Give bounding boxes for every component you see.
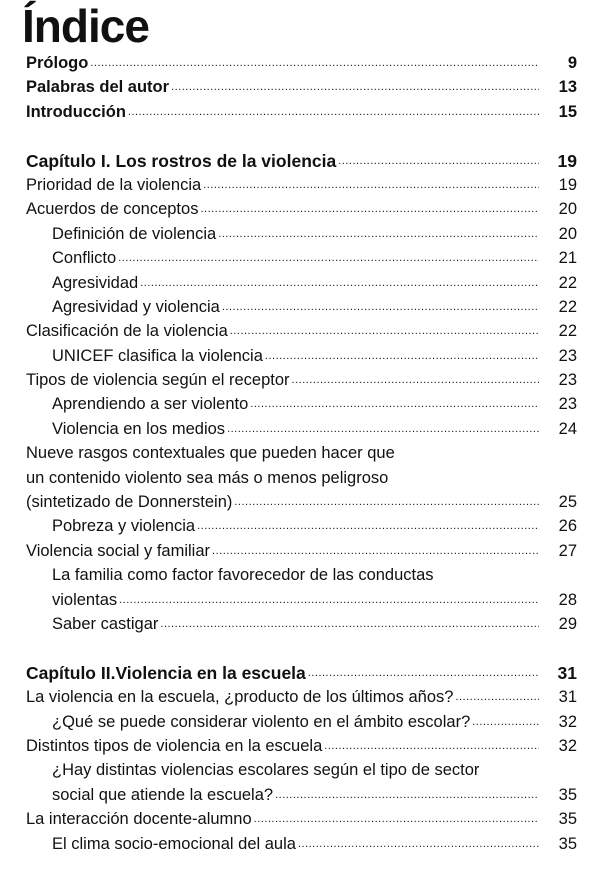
toc-entry[interactable] (26, 173, 577, 197)
dot-leader (455, 685, 539, 709)
dot-leader (275, 783, 539, 807)
page-title: Índice (22, 0, 149, 52)
dot-leader (324, 734, 539, 758)
toc-entry[interactable] (26, 344, 577, 368)
page-number: 27 (558, 541, 577, 560)
dot-leader (338, 149, 539, 173)
dot-leader (160, 612, 539, 636)
entry-title: Capítulo I. Los rostros de la violencia (26, 150, 337, 171)
page-number: 19 (558, 175, 577, 194)
dot-leader (265, 344, 539, 368)
chapter-entry[interactable] (26, 149, 577, 173)
page-number: 32 (558, 712, 577, 731)
entry-title: un contenido violento sea más o menos peligroso (26, 468, 389, 487)
toc-entry[interactable] (26, 392, 577, 416)
page-number: 28 (558, 590, 577, 609)
toc-entry[interactable] (26, 807, 577, 831)
toc-entry[interactable] (26, 832, 577, 856)
entry-title: (sintetizado de Donnerstein) (26, 493, 233, 512)
page-number: 31 (558, 688, 577, 707)
page-number: 22 (558, 297, 577, 316)
entry-title: violentas (52, 590, 118, 609)
entry-title: Aprendiendo a ser violento (52, 395, 249, 414)
dot-leader (119, 588, 539, 612)
toc-entry[interactable] (26, 246, 577, 270)
dot-leader (197, 514, 539, 538)
page-number: 13 (558, 78, 577, 97)
entry-title: Agresividad y violencia (52, 297, 220, 316)
toc-entry[interactable] (26, 490, 577, 514)
dot-leader (200, 197, 539, 221)
entry-title: Agresividad (52, 273, 139, 292)
dot-leader (234, 490, 539, 514)
page-number: 29 (558, 614, 577, 633)
toc-entry[interactable] (26, 271, 577, 295)
entry-title: El clima socio-emocional del aula (52, 834, 296, 853)
page-number: 32 (558, 736, 577, 755)
entry-title: Conflicto (52, 249, 117, 268)
toc-entry[interactable] (26, 441, 577, 465)
page-number: 25 (558, 493, 577, 512)
toc-entry[interactable] (26, 758, 577, 782)
page-number: 31 (557, 662, 577, 683)
page-number: 23 (558, 395, 577, 414)
page-number: 21 (558, 249, 577, 268)
toc-entry[interactable] (26, 612, 577, 636)
entry-title: Saber castigar (52, 614, 159, 633)
toc-entry[interactable] (26, 685, 577, 709)
toc-entry[interactable] (26, 319, 577, 343)
toc-entry[interactable] (26, 417, 577, 441)
entry-title: Pobreza y violencia (52, 517, 196, 536)
toc-entry[interactable] (26, 514, 577, 538)
dot-leader (218, 222, 539, 246)
page-number: 35 (558, 785, 577, 804)
toc-entry[interactable] (26, 100, 577, 124)
dot-leader (128, 100, 539, 124)
entry-title: Tipos de violencia según el receptor (26, 371, 290, 390)
page-number: 35 (558, 810, 577, 829)
toc-entry[interactable] (26, 51, 577, 75)
page-number: 20 (558, 200, 577, 219)
dot-leader (90, 51, 539, 75)
page-number: 26 (558, 517, 577, 536)
entry-title: Definición de violencia (52, 224, 217, 243)
entry-title: social que atiende la escuela? (52, 785, 274, 804)
table-of-contents (26, 51, 577, 856)
dot-leader (140, 271, 539, 295)
toc-entry[interactable] (26, 197, 577, 221)
toc-entry[interactable] (26, 710, 577, 734)
dot-leader (203, 173, 539, 197)
page-number: 35 (558, 834, 577, 853)
page-number: 23 (558, 346, 577, 365)
toc-entry[interactable] (26, 222, 577, 246)
section-spacer (26, 636, 577, 660)
toc-entry[interactable] (26, 368, 577, 392)
entry-title: Violencia social y familiar (26, 541, 211, 560)
page-number: 24 (558, 419, 577, 438)
toc-entry[interactable] (26, 75, 577, 99)
page-number: 23 (558, 371, 577, 390)
dot-leader (227, 417, 539, 441)
dot-leader (212, 539, 539, 563)
toc-entry[interactable] (26, 783, 577, 807)
toc-entry[interactable] (26, 295, 577, 319)
dot-leader (472, 710, 539, 734)
entry-title: Acuerdos de conceptos (26, 200, 199, 219)
entry-title: Prólogo (26, 54, 89, 72)
chapter-entry[interactable] (26, 661, 577, 685)
dot-leader (254, 807, 539, 831)
entry-title: Palabras del autor (26, 78, 170, 97)
entry-title: Capítulo II.Violencia en la escuela (26, 662, 306, 683)
entry-title: La interacción docente-alumno (26, 810, 252, 829)
toc-entry[interactable] (26, 466, 577, 490)
dot-leader (230, 319, 539, 343)
entry-title: UNICEF clasifica la violencia (52, 346, 263, 365)
entry-title: ¿Hay distintas violencias escolares según el tipo de sector (52, 761, 480, 780)
toc-entry[interactable] (26, 588, 577, 612)
dot-leader (298, 832, 539, 856)
entry-title: Introducción (26, 102, 126, 121)
dot-leader (250, 392, 539, 416)
section-spacer (26, 124, 577, 148)
dot-leader (222, 295, 539, 319)
entry-title: ¿Qué se puede considerar violento en el ámbito escolar? (52, 712, 471, 731)
entry-title: La familia como factor favorecedor de las conductas (52, 566, 434, 585)
dot-leader (171, 75, 539, 99)
entry-title: Nueve rasgos contextuales que pueden hacer que (26, 444, 395, 463)
entry-title: Clasificación de la violencia (26, 322, 228, 341)
entry-title: Prioridad de la violencia (26, 175, 202, 194)
page-number: 20 (558, 224, 577, 243)
entry-title: Distintos tipos de violencia en la escuela (26, 736, 323, 755)
page-number: 22 (558, 273, 577, 292)
entry-title: Violencia en los medios (52, 419, 226, 438)
entry-title: La violencia en la escuela, ¿producto de los últimos años? (26, 688, 454, 707)
toc-entry[interactable] (26, 563, 577, 587)
page-number: 22 (558, 322, 577, 341)
page-number: 19 (557, 150, 577, 171)
toc-entry[interactable] (26, 734, 577, 758)
page-number: 15 (558, 102, 577, 121)
dot-leader (308, 661, 539, 685)
toc-entry[interactable] (26, 539, 577, 563)
page-number: 9 (567, 54, 577, 72)
dot-leader (292, 368, 539, 392)
dot-leader (118, 246, 539, 270)
